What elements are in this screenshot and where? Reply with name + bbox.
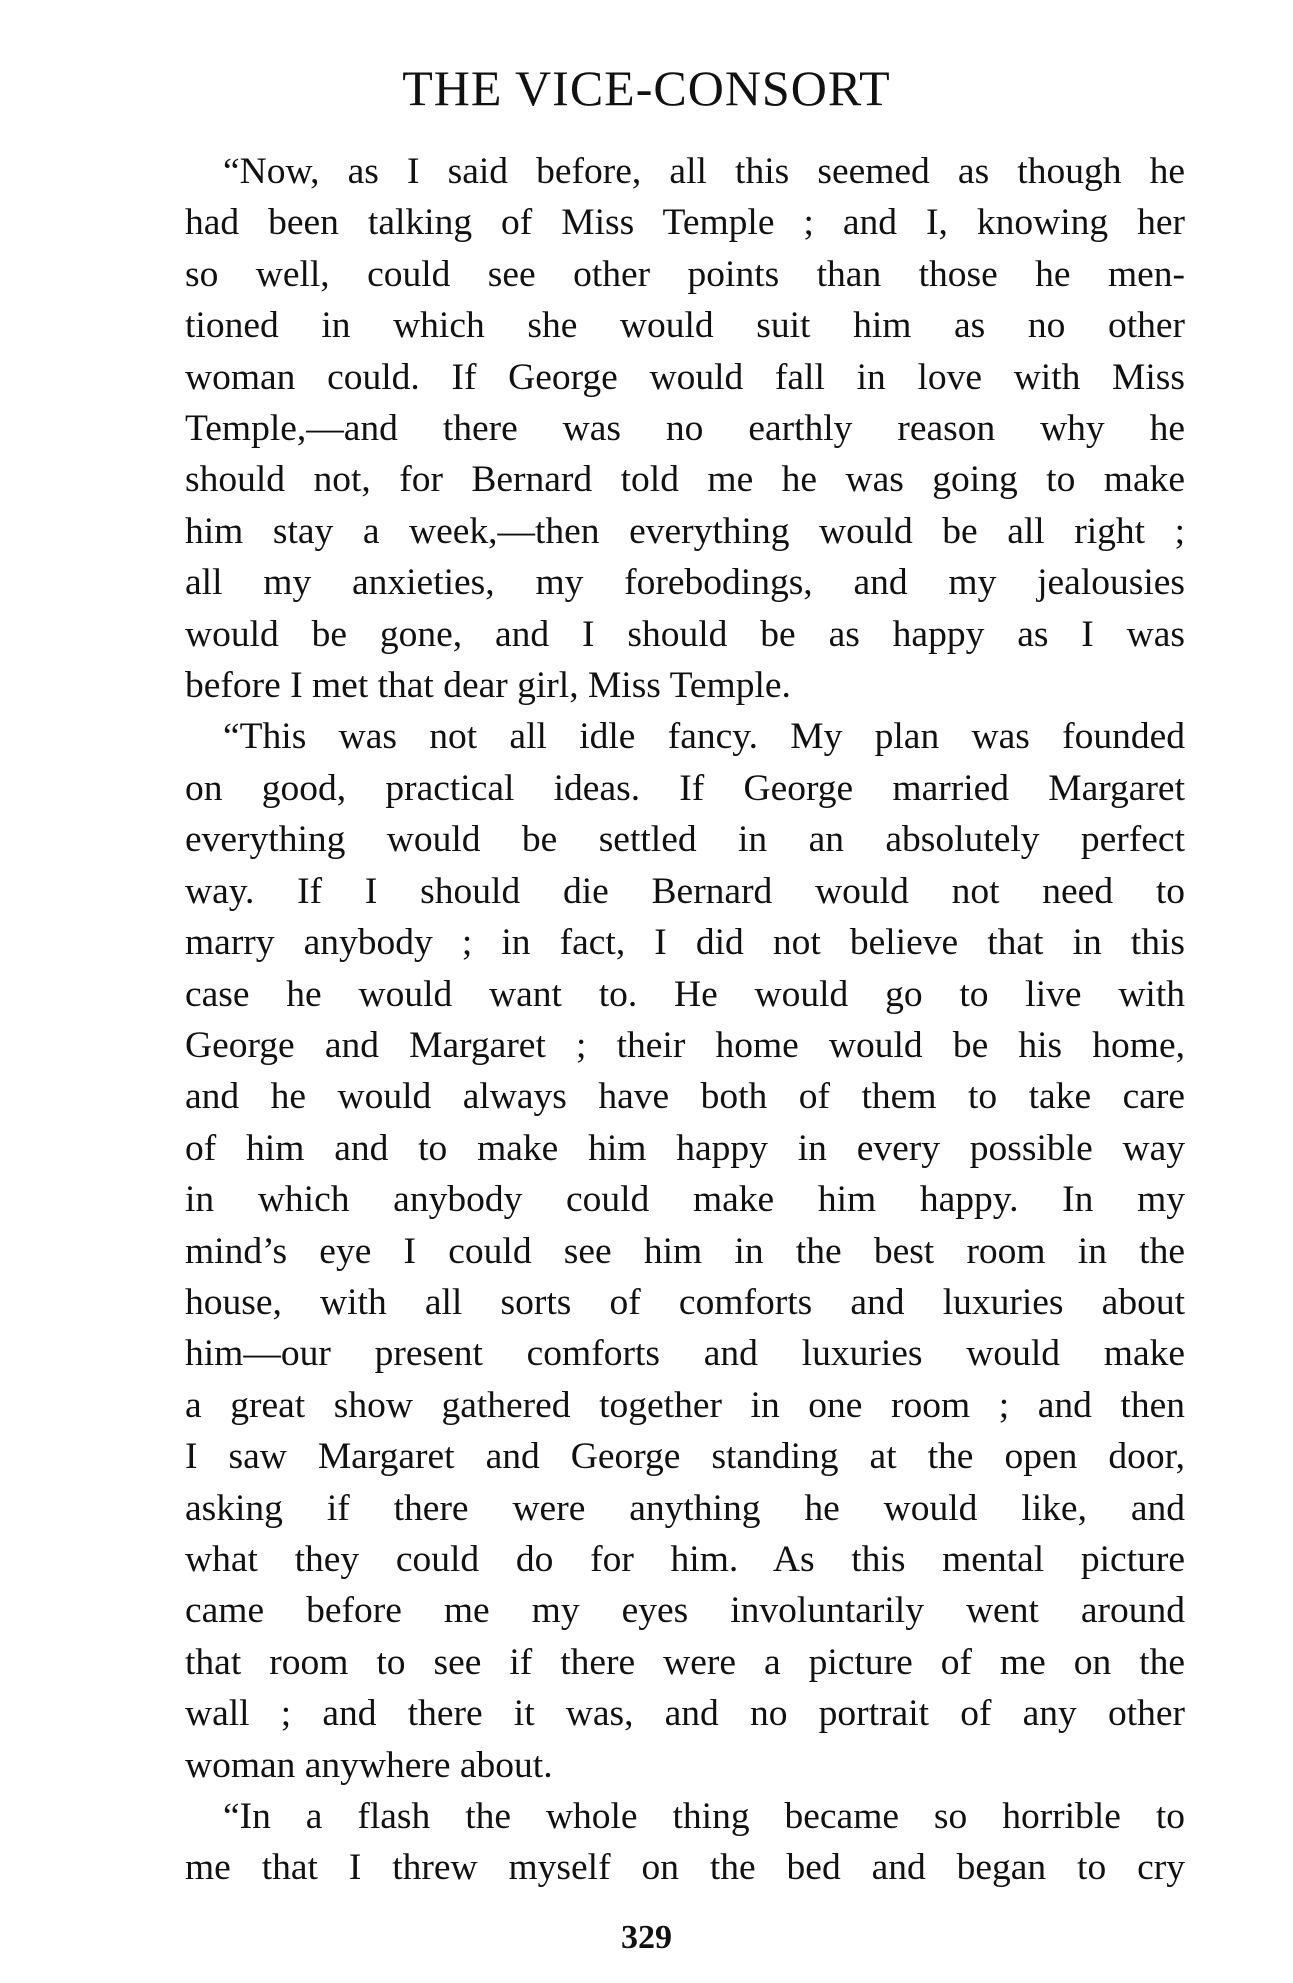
text-line: Temple,—and there was no earthly reason why he [185, 408, 1185, 450]
text-line: I saw Margaret and George standing at the open door, [185, 1436, 1185, 1478]
text-line: house, with all sorts of comforts and luxuries about [185, 1281, 1185, 1323]
text-line: him—our present comforts and luxuries would make [185, 1333, 1185, 1375]
text-line: wall ; and there it was, and no portrait of any other [185, 1693, 1185, 1735]
text-line: on good, practical ideas. If George married Margaret [185, 767, 1185, 809]
text-line: tioned in which she would suit him as no other [185, 305, 1185, 347]
text-line: woman could. If George would fall in love with Miss [185, 356, 1185, 398]
text-line: so well, could see other points than those he men- [185, 253, 1185, 295]
text-line: marry anybody ; in fact, I did not believe that in this [185, 922, 1185, 964]
text-line: me that I threw myself on the bed and began to cry [185, 1847, 1185, 1889]
text-line: woman anywhere about. [185, 1744, 553, 1786]
paragraph-2 [185, 711, 1185, 1791]
text-line: mind’s eye I could see him in the best room in the [185, 1230, 1185, 1272]
text-line: everything would be settled in an absolutely perfect [185, 819, 1185, 861]
text-line: came before me my eyes involuntarily went around [185, 1590, 1185, 1632]
text-line: what they could do for him. As this mental picture [185, 1538, 1185, 1580]
text-line: all my anxieties, my forebodings, and my jealousies [185, 562, 1185, 604]
text-line: and he would always have both of them to take care [185, 1076, 1185, 1118]
text-line: George and Margaret ; their home would be his home, [185, 1024, 1185, 1066]
text-line: a great show gathered together in one room ; and then [185, 1384, 1185, 1426]
text-line: “Now, as I said before, all this seemed as though he [223, 151, 1185, 192]
text-line: “This was not all idle fancy. My plan was founded [223, 716, 1185, 758]
text-line: “In a flash the whole thing became so horrible to [223, 1796, 1185, 1837]
text-line: would be gone, and I should be as happy as I was [185, 613, 1185, 655]
text-line: in which anybody could make him happy. In my [185, 1179, 1185, 1221]
body-text [185, 146, 1185, 1894]
paragraph-3 [185, 1791, 1185, 1894]
text-line: before I met that dear girl, Miss Temple. [185, 665, 791, 707]
text-line: asking if there were anything he would like, and [185, 1487, 1185, 1529]
text-line: him stay a week,—then everything would be all right ; [185, 510, 1185, 552]
paragraph-1 [185, 146, 1185, 711]
text-line: case he would want to. He would go to live with [185, 973, 1185, 1015]
page-number: 329 [621, 1919, 672, 1956]
text-line: way. If I should die Bernard would not need to [185, 870, 1185, 912]
running-head: THE VICE-CONSORT [402, 60, 891, 116]
text-line: had been talking of Miss Temple ; and I, knowing her [185, 202, 1185, 244]
text-line: of him and to make him happy in every possible way [185, 1127, 1185, 1169]
text-line: should not, for Bernard told me he was going to make [185, 459, 1185, 501]
text-line: that room to see if there were a picture of me on the [185, 1641, 1185, 1683]
